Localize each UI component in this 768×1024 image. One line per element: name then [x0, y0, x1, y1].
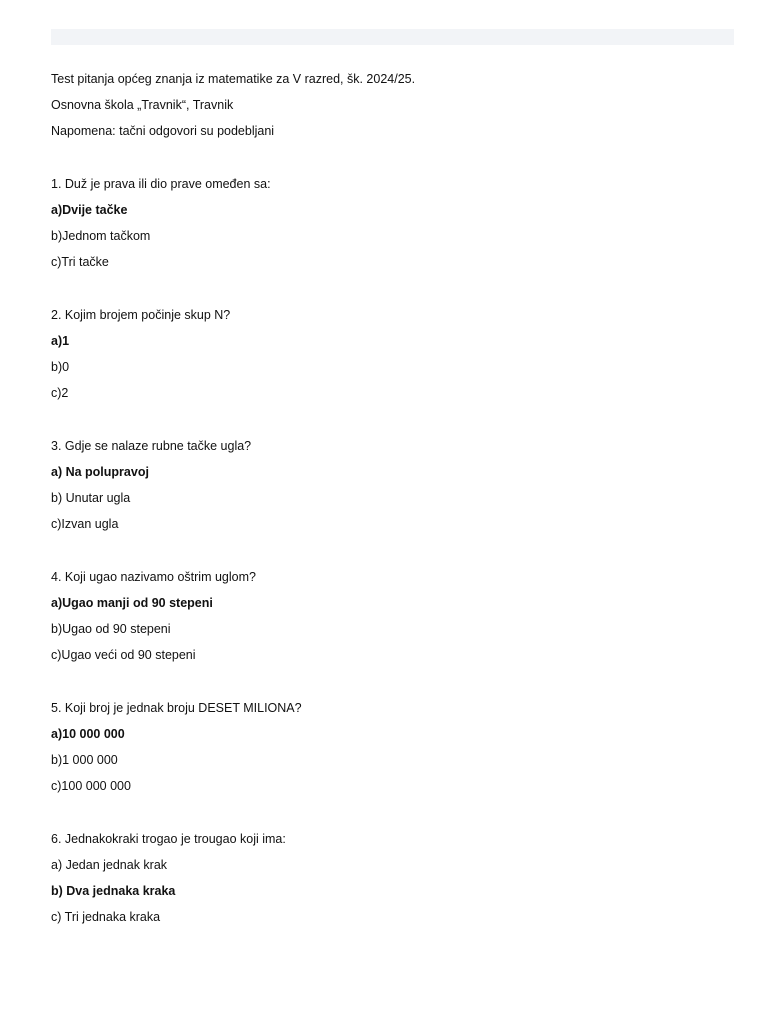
- answer-correct: a) Na polupravoj: [51, 465, 149, 479]
- spacer: [51, 144, 731, 171]
- answer-option: b) Unutar ugla: [51, 491, 131, 505]
- answer-option: c)100 000 000: [51, 779, 131, 793]
- question-text: 4. Koji ugao nazivamo oštrim uglom?: [51, 570, 256, 584]
- document-top-bar: [51, 29, 734, 45]
- answer-correct: a)10 000 000: [51, 727, 125, 741]
- answer-option: c)2: [51, 386, 69, 400]
- answer-correct: a)1: [51, 334, 70, 348]
- answer-option: b)0: [51, 360, 70, 374]
- question-text: 1. Duž je prava ili dio prave omeđen sa:: [51, 177, 271, 191]
- question-text: 6. Jednakokraki trogao je trougao koji ima:: [51, 832, 286, 846]
- document-title: Test pitanja općeg znanja iz matematike za V razred, šk. 2024/25.: [51, 72, 416, 86]
- school-name: Osnovna škola „Travnik“, Travnik: [51, 98, 234, 112]
- answer-option: c)Tri tačke: [51, 255, 109, 269]
- answer-option: b)Jednom tačkom: [51, 229, 151, 243]
- question-6: [51, 826, 731, 930]
- question-text: 2. Kojim brojem počinje skup N?: [51, 308, 231, 322]
- document-body: [51, 66, 731, 930]
- answer-option: b)Ugao od 90 stepeni: [51, 622, 171, 636]
- question-5: [51, 695, 731, 799]
- question-text: 3. Gdje se nalaze rubne tačke ugla?: [51, 439, 252, 453]
- spacer: [51, 537, 731, 564]
- note-text: Napomena: tačni odgovori su podebljani: [51, 124, 275, 138]
- answer-correct: a)Dvije tačke: [51, 203, 128, 217]
- question-text: 5. Koji broj je jednak broju DESET MILIONA?: [51, 701, 302, 715]
- answer-correct: a)Ugao manji od 90 stepeni: [51, 596, 213, 610]
- question-1: [51, 171, 731, 275]
- answer-correct: b) Dva jednaka kraka: [51, 884, 176, 898]
- spacer: [51, 668, 731, 695]
- spacer: [51, 406, 731, 433]
- question-2: [51, 302, 731, 406]
- spacer: [51, 799, 731, 826]
- answer-option: c) Tri jednaka kraka: [51, 910, 161, 924]
- spacer: [51, 275, 731, 302]
- answer-option: b)1 000 000: [51, 753, 118, 767]
- answer-option: a) Jedan jednak krak: [51, 858, 168, 872]
- question-4: [51, 564, 731, 668]
- answer-option: c)Izvan ugla: [51, 517, 119, 531]
- answer-option: c)Ugao veći od 90 stepeni: [51, 648, 196, 662]
- question-3: [51, 433, 731, 537]
